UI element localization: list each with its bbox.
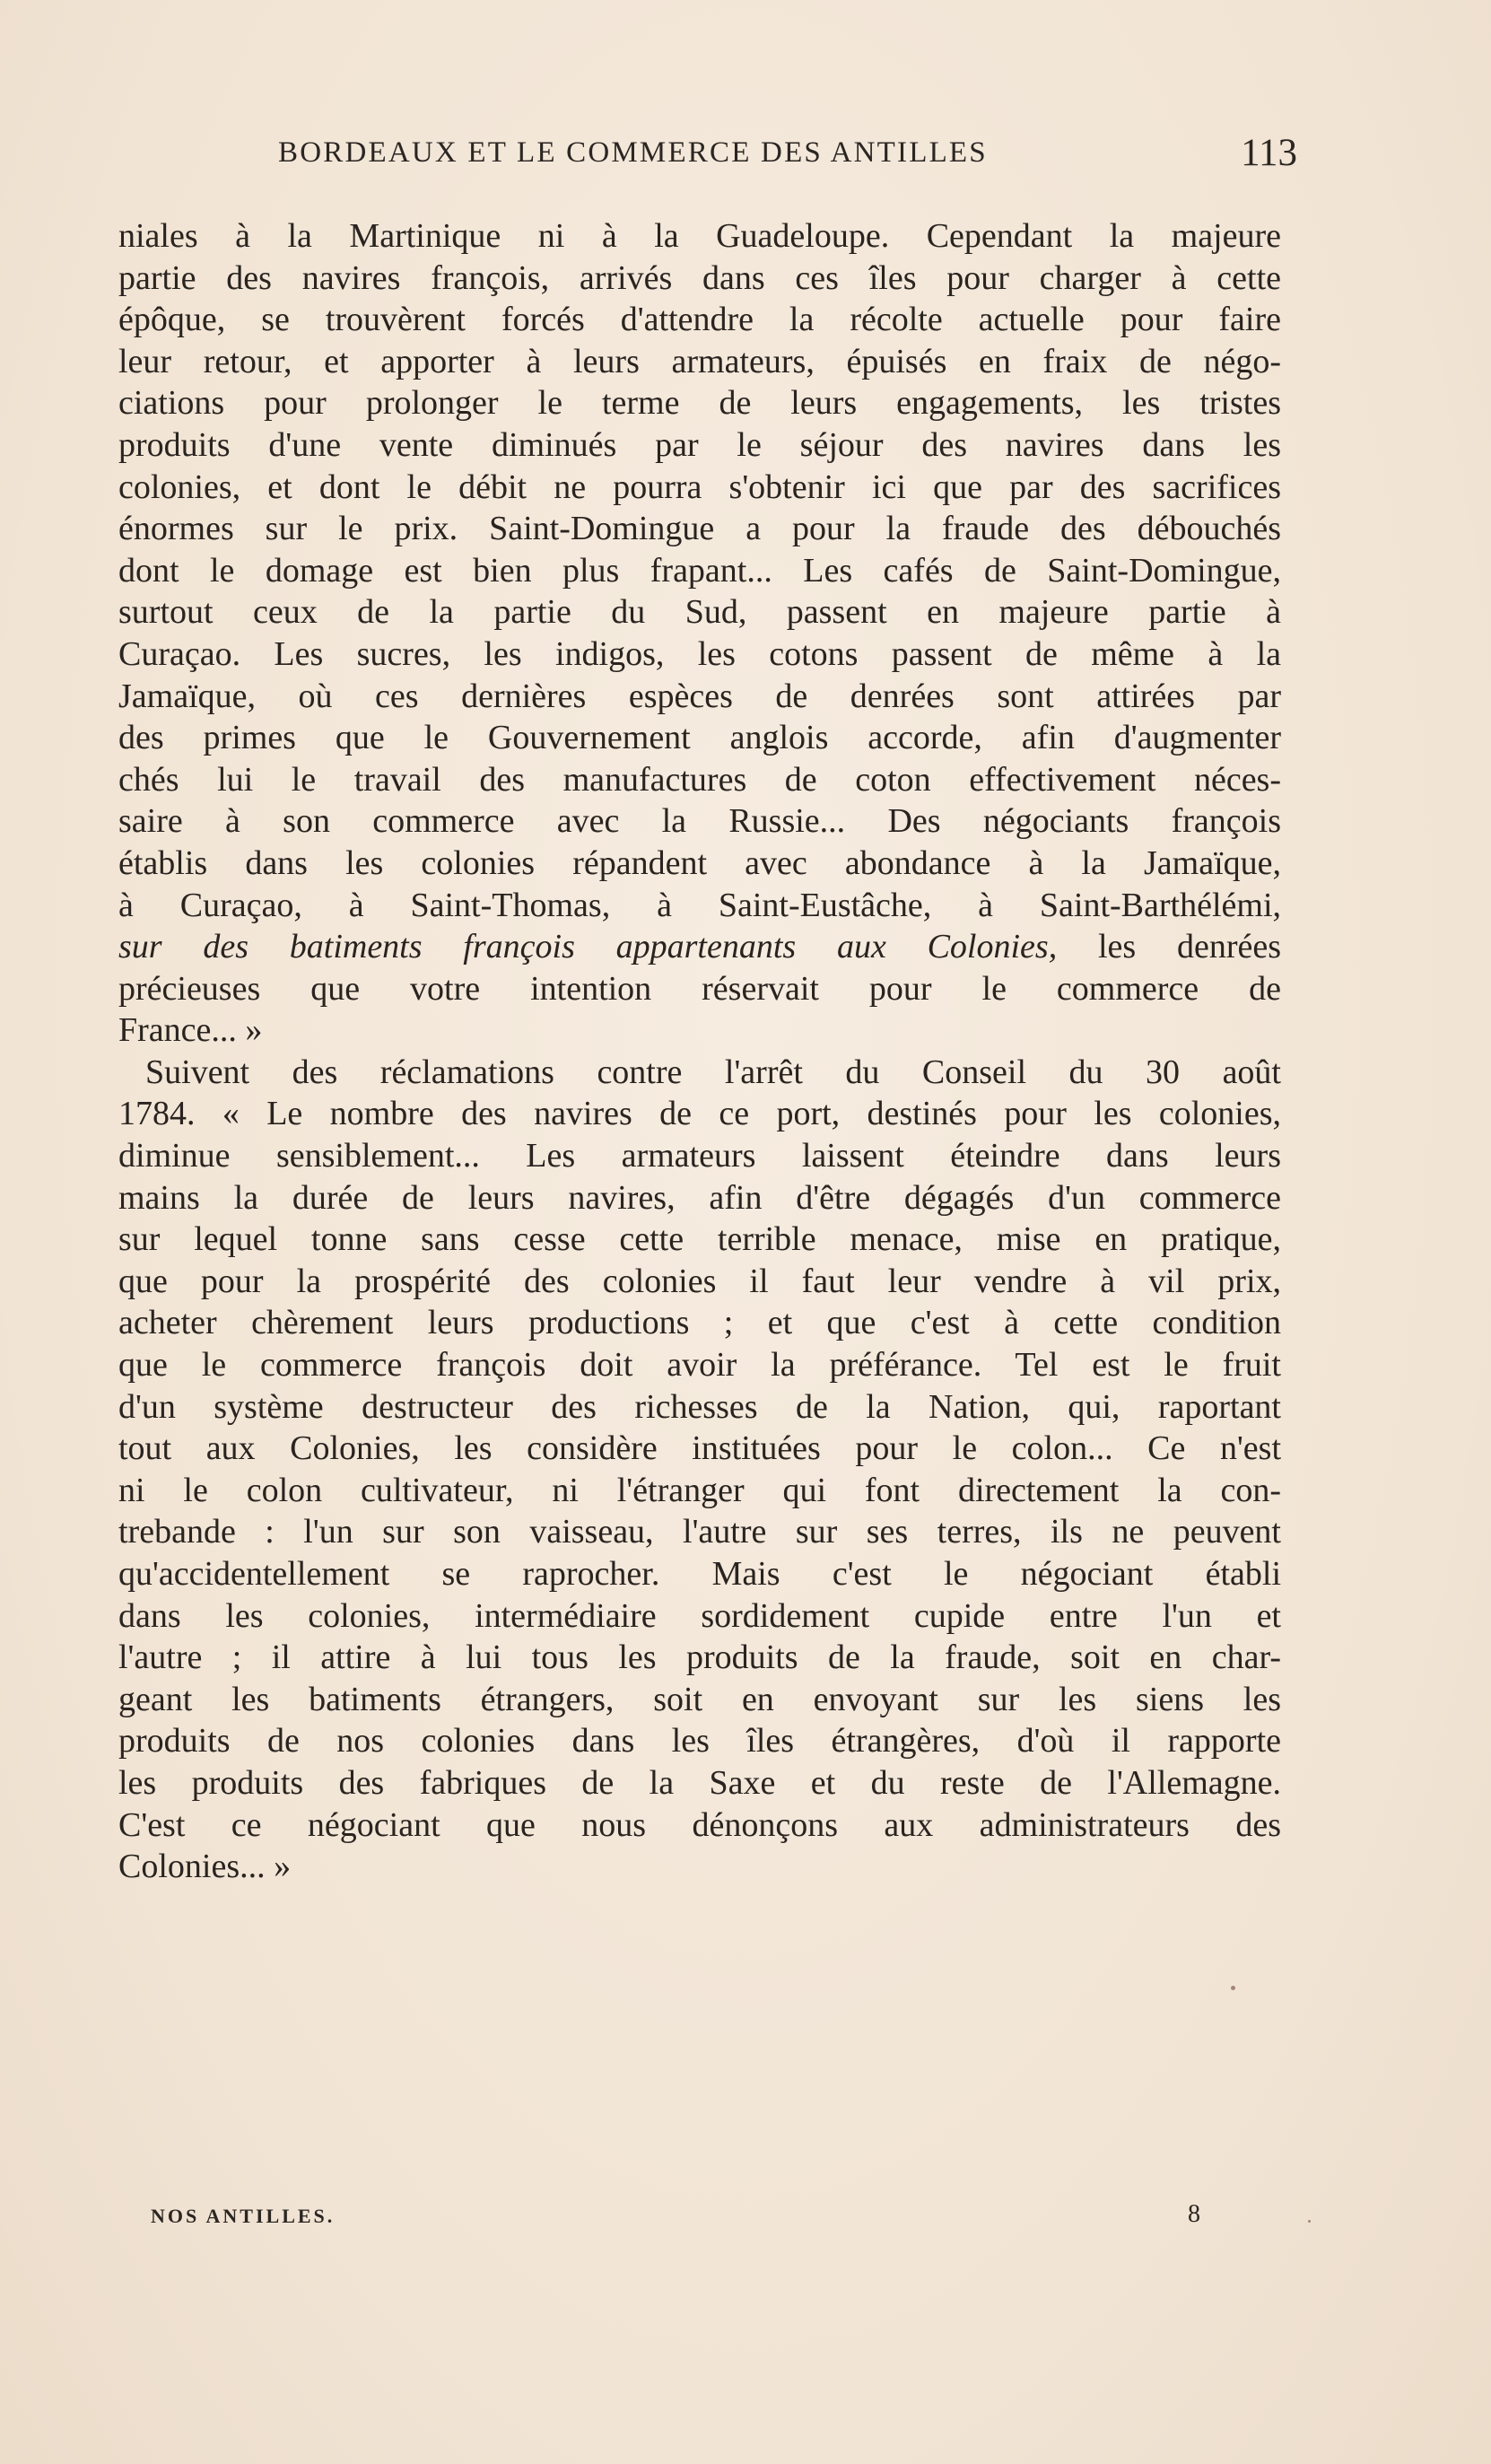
- text-line: sur lequel tonne sans cesse cette terrible menace, mise en pratique,: [118, 1220, 1281, 1259]
- page-number: 113: [1241, 132, 1297, 174]
- text-line: d'un système destructeur des richesses de la Nation, qui, raportant: [118, 1387, 1281, 1426]
- body-text: [118, 215, 1281, 1888]
- text-line: mains la durée de leurs navires, afin d'être dégagés d'un commerce: [118, 1178, 1281, 1217]
- signature-number: 8: [1188, 2200, 1200, 2228]
- text-line: qu'accidentellement se raprocher. Mais c'est le négociant établi: [118, 1555, 1281, 1593]
- text-line: Curaçao. Les sucres, les indigos, les cotons passent de même à la: [118, 634, 1281, 673]
- text-line: chés lui le travail des manufactures de coton effectivement néces-: [118, 760, 1281, 799]
- text-line: des primes que le Gouvernement anglois accorde, afin d'augmenter: [118, 719, 1281, 757]
- italic-phrase: sur des batiments françois appartenants aux Colonies,: [118, 928, 1058, 966]
- text-line: leur retour, et apporter à leurs armateurs, épuisés en fraix de négo-: [118, 342, 1281, 380]
- text-line: que pour la prospérité des colonies il faut leur vendre à vil prix,: [118, 1262, 1281, 1300]
- text-line: épôque, se trouvèrent forcés d'attendre la récolte actuelle pour faire: [118, 301, 1281, 339]
- text-line: dont le domage est bien plus frapant... Les cafés de Saint-Domingue,: [118, 551, 1281, 590]
- text-line-rest: les denrées: [1057, 928, 1281, 966]
- text-line: précieuses que votre intention réservait pour le commerce de: [118, 969, 1281, 1008]
- text-line: à Curaçao, à Saint-Thomas, à Saint-Eustâche, à Saint-Barthélémi,: [118, 886, 1281, 924]
- text-line: C'est ce négociant que nous dénonçons aux administrateurs des: [118, 1805, 1281, 1844]
- text-line: dans les colonies, intermédiaire sordidement cupide entre l'un et: [118, 1596, 1281, 1635]
- text-line: les produits des fabriques de la Saxe et du reste de l'Allemagne.: [118, 1763, 1281, 1802]
- text-line: énormes sur le prix. Saint-Domingue a pour la fraude des débouchés: [118, 510, 1281, 548]
- text-line: surtout ceux de la partie du Sud, passent en majeure partie à: [118, 593, 1281, 632]
- text-line: trebande : l'un sur son vaisseau, l'autre sur ses terres, ils ne peuvent: [118, 1513, 1281, 1551]
- paper-speck: [1231, 1986, 1235, 1990]
- paragraph-end-line: Colonies... »: [118, 1848, 292, 1886]
- text-line: Jamaïque, où ces dernières espèces de denrées sont attirées par: [118, 677, 1281, 715]
- text-line: acheter chèrement leurs productions ; et que c'est à cette condition: [118, 1304, 1281, 1342]
- text-line: diminue sensiblement... Les armateurs laissent éteindre dans leurs: [118, 1137, 1281, 1175]
- text-line: produits d'une vente diminués par le séjour des navires dans les: [118, 425, 1281, 464]
- paragraph-end-line: France... »: [118, 1011, 263, 1050]
- text-line: niales à la Martinique ni à la Guadeloupe. Cependant la majeure: [118, 217, 1281, 255]
- text-line: 1784. « Le nombre des navires de ce port, destinés pour les colonies,: [118, 1095, 1281, 1133]
- text-line: établis dans les colonies répandent avec abondance à la Jamaïque,: [118, 843, 1281, 882]
- text-line: que le commerce françois doit avoir la préférance. Tel est le fruit: [118, 1346, 1281, 1385]
- text-line: colonies, et dont le débit ne pourra s'obtenir ici que par des sacrifices: [118, 467, 1281, 506]
- running-head: [117, 131, 1297, 174]
- text-line: geant les batiments étrangers, soit en envoyant sur les siens les: [118, 1680, 1281, 1718]
- text-line: ciations pour prolonger le terme de leurs engagements, les tristes: [118, 384, 1281, 423]
- text-line: saire à son commerce avec la Russie... Des négociants françois: [118, 802, 1281, 841]
- text-line: l'autre ; il attire à lui tous les produits de la fraude, soit en char-: [118, 1638, 1281, 1677]
- signature-mark: NOS ANTILLES.: [151, 2205, 336, 2227]
- text-line: partie des navires françois, arrivés dans ces îles pour charger à cette: [118, 258, 1281, 297]
- text-line-mixed: [118, 926, 1281, 968]
- paper-speck: [1308, 2220, 1311, 2223]
- text-line: tout aux Colonies, les considère instituées pour le colon... Ce n'est: [118, 1429, 1281, 1468]
- text-line: ni le colon cultivateur, ni l'étranger qui font directement la con-: [118, 1471, 1281, 1509]
- paragraph-start-line: Suivent des réclamations contre l'arrêt du Conseil du 30 août: [145, 1053, 1281, 1091]
- running-title: BORDEAUX ET LE COMMERCE DES ANTILLES: [278, 136, 988, 169]
- text-line: produits de nos colonies dans les îles étrangères, d'où il rapporte: [118, 1722, 1281, 1761]
